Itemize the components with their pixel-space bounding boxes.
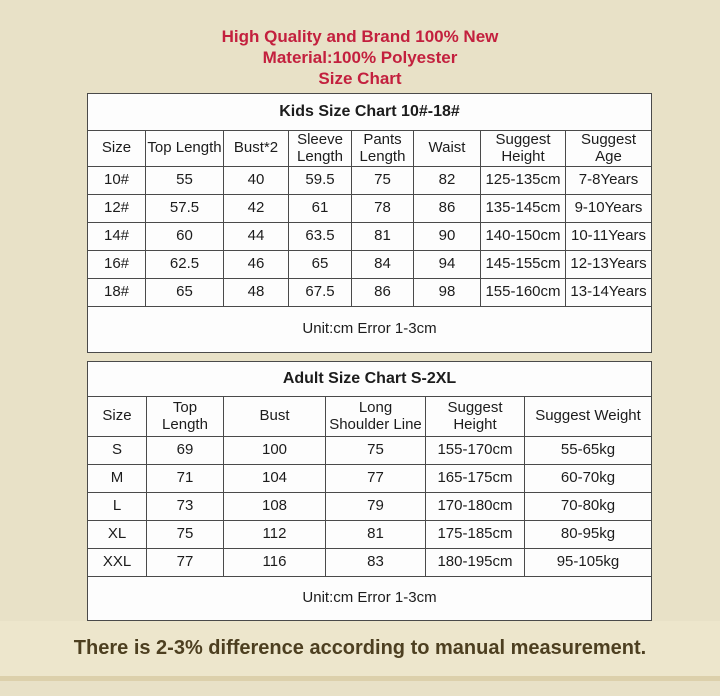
table-cell: 145-155cm bbox=[481, 251, 566, 279]
table-cell: 44 bbox=[224, 223, 289, 251]
table-cell: 95-105kg bbox=[525, 549, 652, 577]
column-header: Bust bbox=[224, 397, 326, 437]
table-cell: 77 bbox=[147, 549, 224, 577]
table-cell: XL bbox=[88, 521, 147, 549]
table-cell: 69 bbox=[147, 437, 224, 465]
footer-strip bbox=[0, 621, 720, 681]
table-cell: 10# bbox=[88, 167, 146, 195]
kids-table-title: Kids Size Chart 10#-18# bbox=[88, 94, 652, 131]
adult-table-unit-note: Unit:cm Error 1-3cm bbox=[88, 577, 652, 621]
column-header: Size bbox=[88, 397, 147, 437]
table-cell: 90 bbox=[414, 223, 481, 251]
table-cell: 75 bbox=[147, 521, 224, 549]
table-cell: S bbox=[88, 437, 147, 465]
column-header: Size bbox=[88, 131, 146, 167]
table-row bbox=[88, 493, 652, 521]
column-header: Waist bbox=[414, 131, 481, 167]
table-cell: 16# bbox=[88, 251, 146, 279]
table-row bbox=[88, 465, 652, 493]
table-cell: 155-160cm bbox=[481, 279, 566, 307]
kids-size-table bbox=[87, 93, 652, 353]
adult-size-table bbox=[87, 361, 652, 621]
table-cell: 71 bbox=[147, 465, 224, 493]
table-cell: 67.5 bbox=[289, 279, 352, 307]
table-cell: 57.5 bbox=[146, 195, 224, 223]
column-header: Suggest Age bbox=[566, 131, 652, 167]
table-cell: 42 bbox=[224, 195, 289, 223]
table-cell: 83 bbox=[326, 549, 426, 577]
table-cell: 59.5 bbox=[289, 167, 352, 195]
table-row bbox=[88, 549, 652, 577]
table-cell: 81 bbox=[326, 521, 426, 549]
table-cell: 73 bbox=[147, 493, 224, 521]
column-header: Suggest Height bbox=[481, 131, 566, 167]
table-cell: M bbox=[88, 465, 147, 493]
table-header-row bbox=[88, 131, 652, 167]
table-cell: 112 bbox=[224, 521, 326, 549]
table-cell: L bbox=[88, 493, 147, 521]
table-cell: 55 bbox=[146, 167, 224, 195]
table-cell: 175-185cm bbox=[426, 521, 525, 549]
table-cell: 78 bbox=[352, 195, 414, 223]
table-title-row bbox=[88, 362, 652, 397]
table-row bbox=[88, 195, 652, 223]
table-cell: 86 bbox=[414, 195, 481, 223]
table-cell: 100 bbox=[224, 437, 326, 465]
table-cell: 46 bbox=[224, 251, 289, 279]
column-header: Top Length bbox=[147, 397, 224, 437]
table-cell: 125-135cm bbox=[481, 167, 566, 195]
column-header: Bust*2 bbox=[224, 131, 289, 167]
table-cell: 12-13Years bbox=[566, 251, 652, 279]
table-cell: 40 bbox=[224, 167, 289, 195]
table-cell: 81 bbox=[352, 223, 414, 251]
table-row bbox=[88, 223, 652, 251]
kids-table-unit-note: Unit:cm Error 1-3cm bbox=[88, 307, 652, 353]
table-cell: 80-95kg bbox=[525, 521, 652, 549]
table-cell: 9-10Years bbox=[566, 195, 652, 223]
adult-table-title: Adult Size Chart S-2XL bbox=[88, 362, 652, 397]
table-cell: 62.5 bbox=[146, 251, 224, 279]
table-cell: 108 bbox=[224, 493, 326, 521]
table-cell: 180-195cm bbox=[426, 549, 525, 577]
page-header bbox=[0, 0, 720, 90]
table-cell: 140-150cm bbox=[481, 223, 566, 251]
table-cell: 86 bbox=[352, 279, 414, 307]
table-cell: XXL bbox=[88, 549, 147, 577]
table-cell: 155-170cm bbox=[426, 437, 525, 465]
table-cell: 165-175cm bbox=[426, 465, 525, 493]
table-cell: 70-80kg bbox=[525, 493, 652, 521]
table-cell: 82 bbox=[414, 167, 481, 195]
table-cell: 116 bbox=[224, 549, 326, 577]
table-row bbox=[88, 167, 652, 195]
table-row bbox=[88, 279, 652, 307]
column-header: Long Shoulder Line bbox=[326, 397, 426, 437]
table-row bbox=[88, 521, 652, 549]
table-row bbox=[88, 251, 652, 279]
table-cell: 48 bbox=[224, 279, 289, 307]
table-cell: 55-65kg bbox=[525, 437, 652, 465]
table-cell: 12# bbox=[88, 195, 146, 223]
header-line-material: Material:100% Polyester bbox=[262, 48, 458, 67]
table-cell: 10-11Years bbox=[566, 223, 652, 251]
table-row bbox=[88, 437, 652, 465]
table-cell: 18# bbox=[88, 279, 146, 307]
table-cell: 7-8Years bbox=[566, 167, 652, 195]
measurement-disclaimer: There is 2-3% difference according to manual measurement. bbox=[73, 637, 647, 659]
header-line-quality: High Quality and Brand 100% New bbox=[221, 27, 499, 46]
table-note-row bbox=[88, 577, 652, 621]
header-line-size-chart: Size Chart bbox=[318, 69, 402, 88]
table-title-row bbox=[88, 94, 652, 131]
column-header: Pants Length bbox=[352, 131, 414, 167]
table-cell: 79 bbox=[326, 493, 426, 521]
table-header-row bbox=[88, 397, 652, 437]
table-cell: 94 bbox=[414, 251, 481, 279]
table-cell: 61 bbox=[289, 195, 352, 223]
column-header: Suggest Height bbox=[426, 397, 525, 437]
table-cell: 104 bbox=[224, 465, 326, 493]
table-cell: 84 bbox=[352, 251, 414, 279]
column-header: Top Length bbox=[146, 131, 224, 167]
table-note-row bbox=[88, 307, 652, 353]
table-cell: 75 bbox=[352, 167, 414, 195]
table-cell: 65 bbox=[146, 279, 224, 307]
table-cell: 65 bbox=[289, 251, 352, 279]
table-cell: 14# bbox=[88, 223, 146, 251]
table-cell: 170-180cm bbox=[426, 493, 525, 521]
column-header: Sleeve Length bbox=[289, 131, 352, 167]
table-cell: 63.5 bbox=[289, 223, 352, 251]
table-cell: 60-70kg bbox=[525, 465, 652, 493]
table-cell: 60 bbox=[146, 223, 224, 251]
table-cell: 75 bbox=[326, 437, 426, 465]
table-cell: 77 bbox=[326, 465, 426, 493]
table-cell: 13-14Years bbox=[566, 279, 652, 307]
table-cell: 135-145cm bbox=[481, 195, 566, 223]
table-cell: 98 bbox=[414, 279, 481, 307]
column-header: Suggest Weight bbox=[525, 397, 652, 437]
